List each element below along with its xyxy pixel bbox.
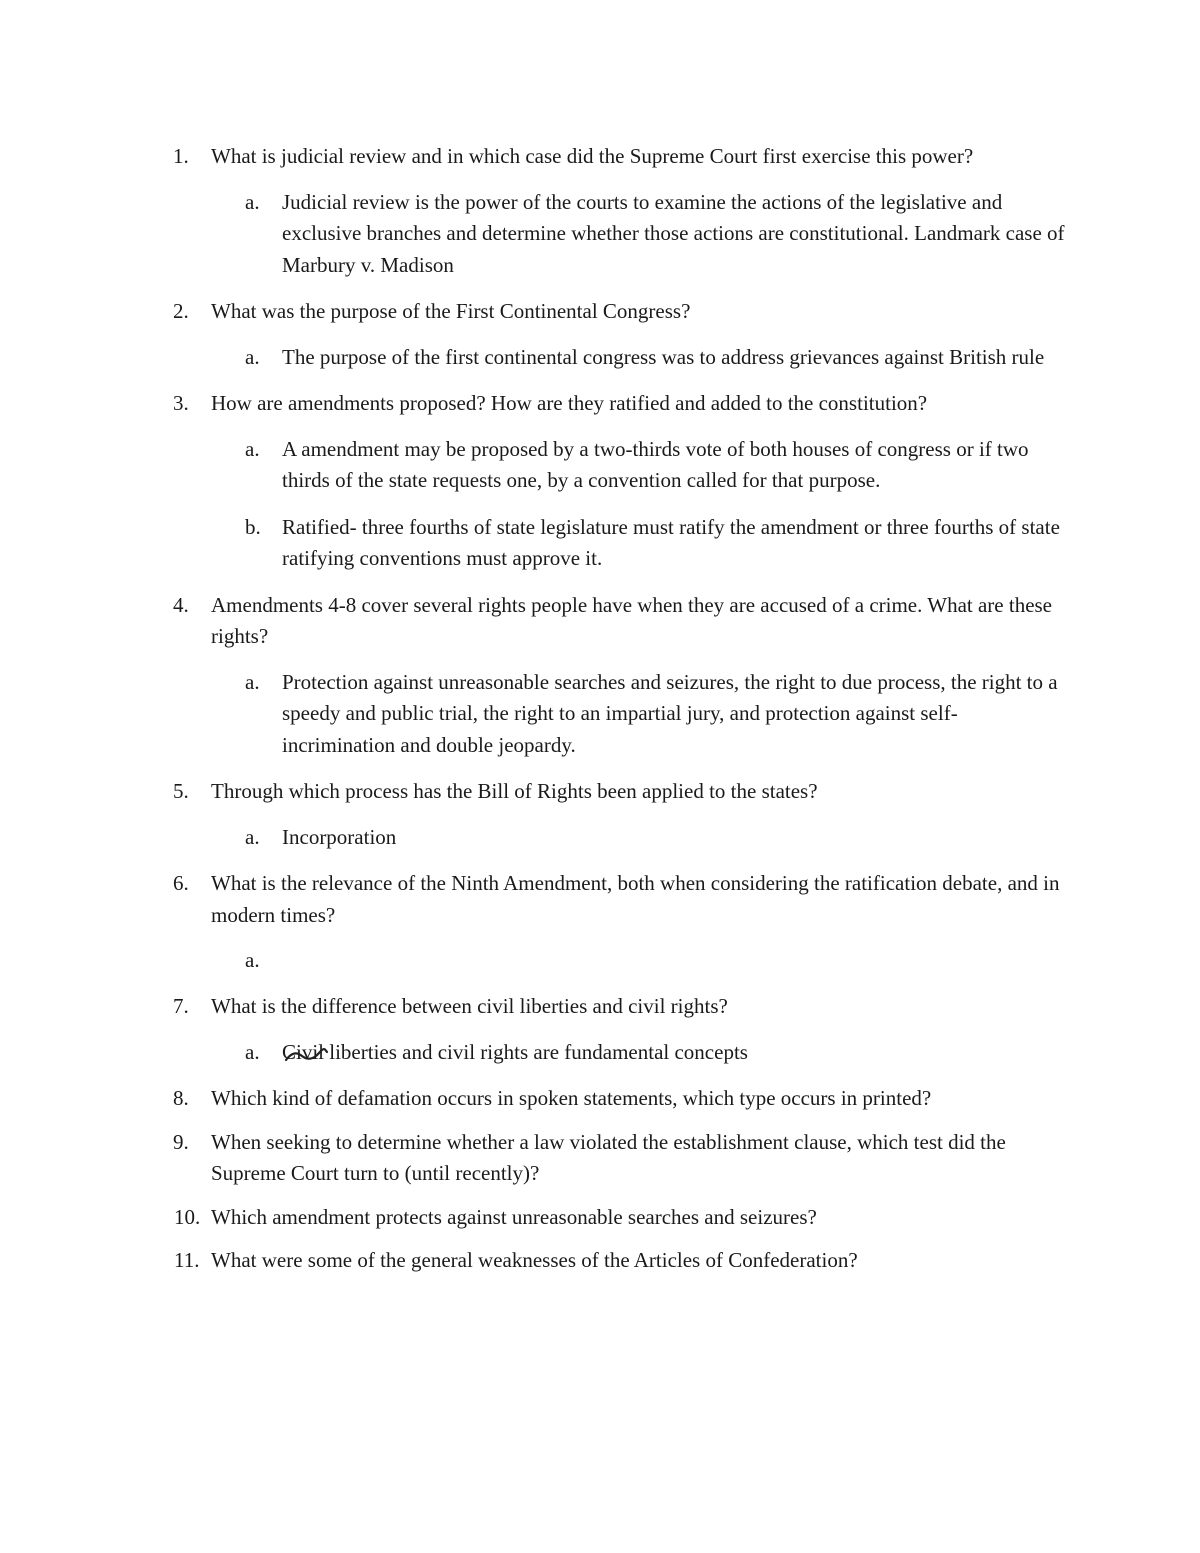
- answer-list: [211, 667, 1068, 762]
- answer-label: a.: [245, 1039, 260, 1064]
- handwritten-squiggle-mark: [283, 1046, 329, 1064]
- question-number: 10.: [174, 1204, 201, 1229]
- question-number: 11.: [174, 1248, 200, 1272]
- answer-text: Civil liberties and civil rights are fundamental concepts: [282, 1039, 748, 1064]
- answer-item: [211, 667, 1068, 762]
- question-text: What were some of the general weaknesses of the Articles of Confederation?: [211, 1248, 858, 1272]
- answer-text: The purpose of the first continental congress was to address grievances against British rule: [282, 344, 1045, 369]
- answer-list: [211, 342, 1068, 374]
- answer-label: a.: [245, 824, 260, 849]
- question-text: What is judicial review and in which case did the Supreme Court first exercise this power?: [211, 144, 974, 168]
- answer-list: [211, 187, 1068, 282]
- question-list: [168, 141, 1068, 1289]
- answer-label: a.: [245, 189, 260, 214]
- answer-list: [211, 1037, 1068, 1069]
- answer-list: [211, 434, 1068, 575]
- answer-label: a.: [245, 436, 260, 461]
- question-text: Which amendment protects against unreasonable searches and seizures?: [211, 1204, 817, 1229]
- answer-list: [211, 945, 1068, 976]
- question-text: How are amendments proposed? How are they ratified and added to the constitution?: [211, 391, 928, 415]
- question-text: Amendments 4-8 cover several rights people have when they are accused of a crime. What are these rights?: [211, 592, 1053, 648]
- answer-text: Incorporation: [282, 824, 397, 849]
- question-number: 8.: [173, 1086, 189, 1110]
- question-number: 1.: [173, 144, 189, 168]
- question-item: [168, 868, 1068, 976]
- answer-item: [211, 822, 1068, 854]
- answer-text: A amendment may be proposed by a two-thirds vote of both houses of congress or if two thirds of the state requests one, by a convention called for that purpose.: [282, 436, 1029, 492]
- question-item: [168, 1127, 1068, 1190]
- question-item: [168, 388, 1068, 575]
- question-text: What is the relevance of the Ninth Amendment, both when considering the ratification debate, and in modern times?: [211, 871, 1060, 927]
- answer-label: a.: [245, 948, 260, 972]
- question-text: When seeking to determine whether a law violated the establishment clause, which test did the Supreme Court turn to (until recently)?: [211, 1129, 1006, 1185]
- question-text: What was the purpose of the First Continental Congress?: [211, 299, 691, 323]
- answer-text: Judicial review is the power of the courts to examine the actions of the legislative and exclusive branches and determine whether those actions are constitutional. Landmark case of Marbury v. Madison: [282, 189, 1065, 277]
- answer-list: [211, 822, 1068, 854]
- question-item: [168, 296, 1068, 373]
- question-number: 9.: [173, 1129, 189, 1154]
- answer-label: a.: [245, 669, 260, 694]
- answer-item: [211, 945, 1068, 976]
- answer-item: [211, 1037, 1068, 1069]
- answer-text: Protection against unreasonable searches and seizures, the right to due process, the right to a speedy and public trial, the right to an impartial jury, and protection against self-incrimination and double jeopardy.: [282, 669, 1058, 757]
- question-item: [168, 1083, 1068, 1115]
- answer-label: b.: [245, 514, 261, 539]
- answer-text: Ratified- three fourths of state legislature must ratify the amendment or three fourths of state ratifying conventions must approve it.: [282, 514, 1060, 570]
- question-number: 6.: [173, 871, 189, 895]
- question-number: 2.: [173, 299, 189, 323]
- question-text: Which kind of defamation occurs in spoken statements, which type occurs in printed?: [211, 1086, 932, 1110]
- question-number: 5.: [173, 779, 189, 803]
- question-item: [168, 141, 1068, 281]
- question-item: [168, 1202, 1068, 1234]
- answer-item: [211, 187, 1068, 282]
- question-item: [168, 590, 1068, 762]
- question-item: [168, 776, 1068, 853]
- question-number: 7.: [173, 994, 189, 1018]
- question-text: Through which process has the Bill of Rights been applied to the states?: [211, 779, 818, 803]
- question-number: 3.: [173, 391, 189, 415]
- answer-item: [211, 512, 1068, 575]
- question-text: What is the difference between civil liberties and civil rights?: [211, 994, 728, 1018]
- answer-item: [211, 434, 1068, 497]
- answer-label: a.: [245, 344, 260, 369]
- question-item: [168, 1245, 1068, 1277]
- question-number: 4.: [173, 592, 189, 617]
- answer-item: [211, 342, 1068, 374]
